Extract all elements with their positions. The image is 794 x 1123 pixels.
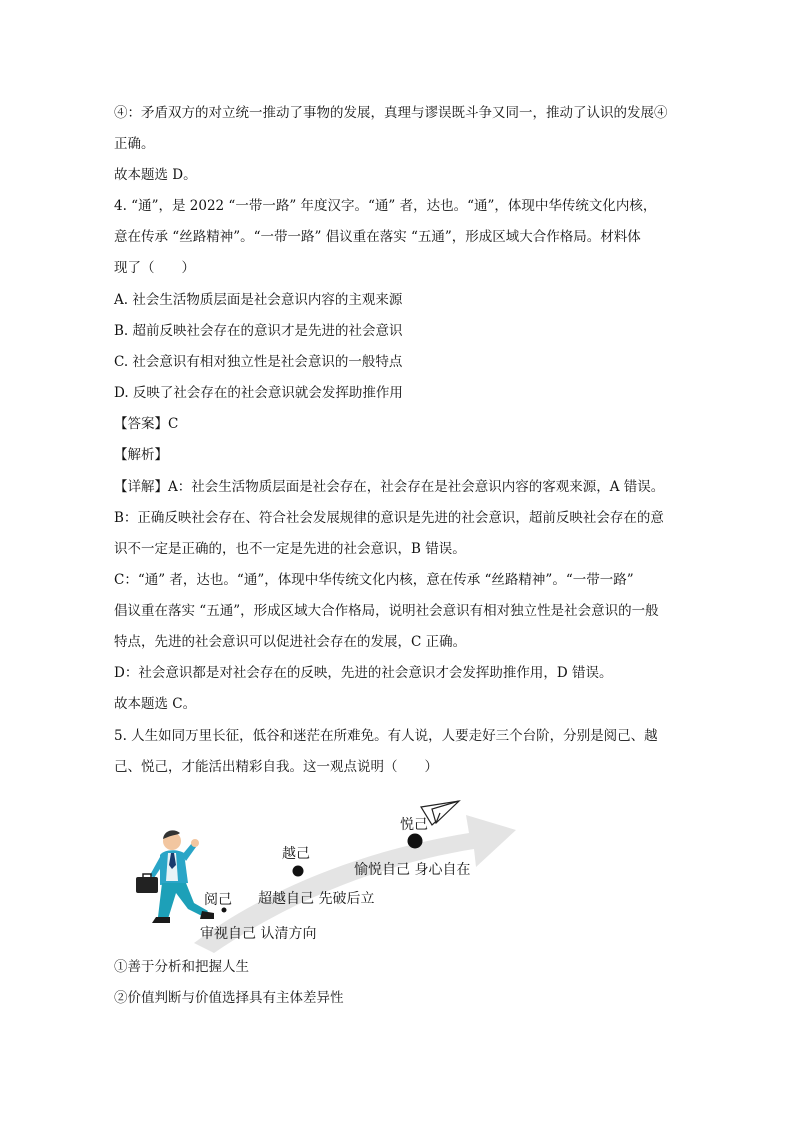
question-5-stem: 己、悦己，才能活出精彩自我。这一观点说明（ ）: [114, 759, 438, 775]
question-4-stem: 现了（ ）: [114, 260, 195, 276]
text-line: 故本题选 C。: [114, 696, 197, 712]
explanation-line: D：社会意识都是对社会存在的反映，先进的社会意识才会发挥助推作用，D 错误。: [114, 665, 613, 681]
option-c: C. 社会意识有相对独立性是社会意识的一般特点: [114, 354, 403, 370]
step-3-title: 悦己: [400, 817, 428, 833]
question-4-stem: 意在传承 “丝路精神”。“一带一路” 倡议重在落实 “五通”，形成区域大合作格局。材料体: [114, 229, 641, 245]
step-1-title: 阅己: [204, 892, 232, 908]
explanation-line: 【详解】A：社会生活物质层面是社会存在，社会存在是社会意识内容的客观来源，A 错误。: [114, 479, 665, 495]
question-5-stem: 5. 人生如同万里长征，低谷和迷茫在所难免。有人说，人要走好三个台阶，分别是阅己、越: [114, 728, 658, 744]
question-4-stem: 4. “通”，是 2022 “一带一路” 年度汉字。“通” 者，达也。“通”，体现中华传统文化内核，: [114, 198, 657, 214]
text-line: 故本题选 D。: [114, 167, 197, 183]
option-d: D. 反映了社会存在的社会意识就会发挥助推作用: [114, 385, 403, 401]
explanation-line: 倡议重在落实 “五通”，形成区域大合作格局，说明社会意识有相对独立性是社会意识的一般: [114, 603, 659, 619]
businessman-icon: [136, 830, 214, 923]
three-steps-diagram: [114, 795, 534, 955]
explanation-line: 特点，先进的社会意识可以促进社会存在的发展，C 正确。: [114, 634, 467, 650]
explanation-line: 识不一定是正确的，也不一定是先进的社会意识，B 错误。: [114, 541, 466, 557]
analysis-label: 【解析】: [114, 447, 168, 463]
statement-2: ②价值判断与价值选择具有主体差异性: [114, 990, 344, 1006]
explanation-line: B：正确反映社会存在、符合社会发展规律的意识是先进的社会意识，超前反映社会存在的意: [114, 510, 664, 526]
step-3-point: [408, 834, 423, 849]
explanation-line: C：“通” 者，达也。“通”，体现中华传统文化内核，意在传承 “丝路精神”。“一带一路”: [114, 572, 634, 588]
step-2-title: 越己: [282, 846, 310, 862]
step-2-point: [293, 866, 304, 877]
option-a: A. 社会生活物质层面是社会意识内容的主观来源: [114, 292, 403, 308]
step-2-desc: 超越自己 先破后立: [258, 891, 375, 907]
step-1-desc: 审视自己 认清方向: [200, 926, 317, 942]
text-line: 正确。: [114, 136, 155, 152]
step-3-desc: 愉悦自己 身心自在: [354, 862, 471, 878]
option-b: B. 超前反映社会存在的意识才是先进的社会意识: [114, 323, 403, 339]
answer-label: 【答案】C: [114, 416, 179, 432]
statement-1: ①善于分析和把握人生: [114, 959, 249, 975]
text-line: ④：矛盾双方的对立统一推动了事物的发展，真理与谬误既斗争又同一，推动了认识的发展④: [114, 105, 668, 121]
